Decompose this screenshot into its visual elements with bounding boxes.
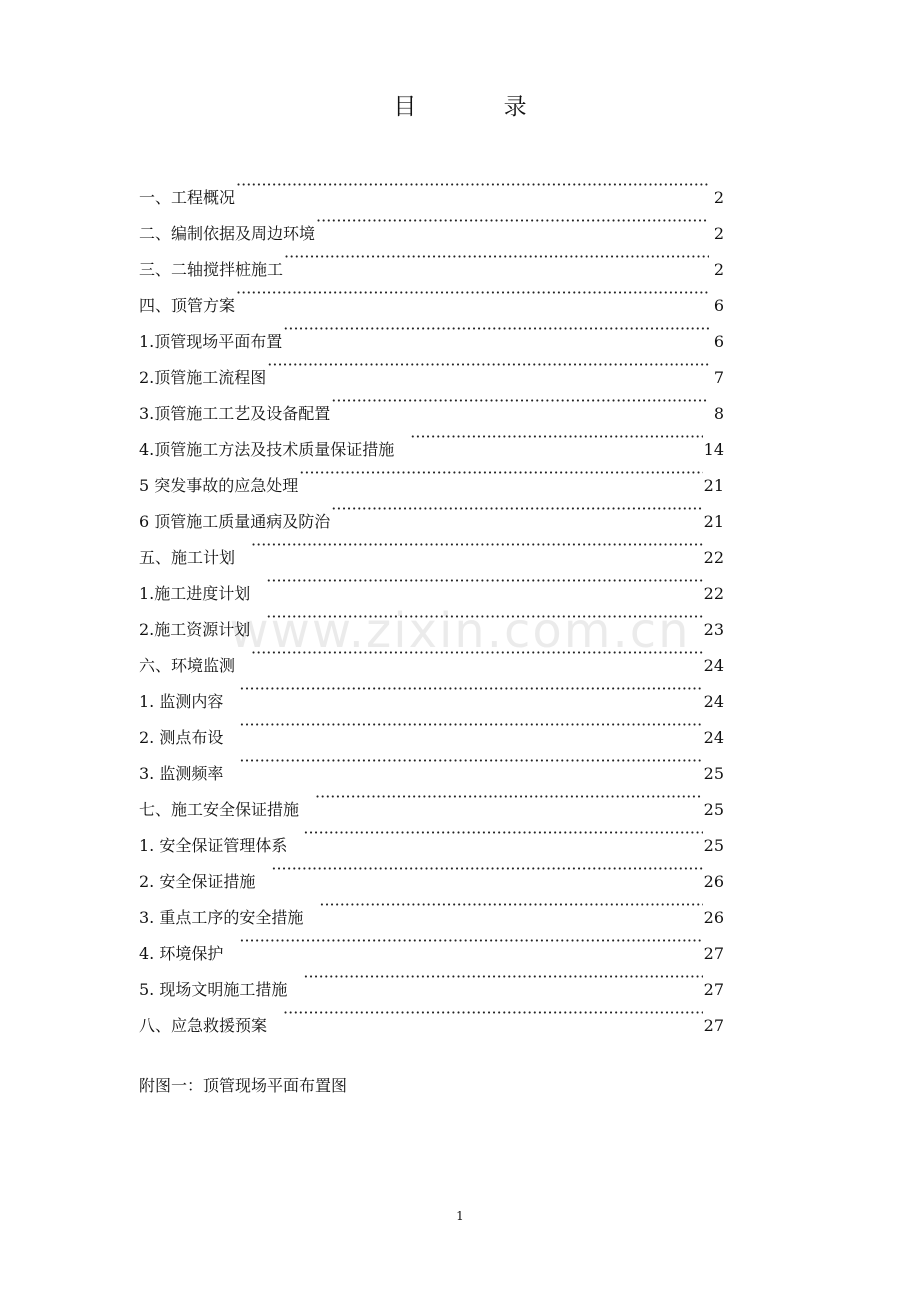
toc-entry-page: 26 [703,872,724,891]
toc-entry[interactable] [139,779,724,819]
toc-entry-page: 2 [713,224,724,243]
toc-entry-page: 7 [713,368,724,387]
toc-dot-leader [236,275,709,311]
toc-entry[interactable] [139,959,724,999]
toc-entry-label: 3. 重点工序的安全措施 [139,908,304,927]
page-title: 目 录 [393,94,567,120]
toc-dot-leader [251,527,703,563]
toc-dot-leader [303,815,702,851]
toc-entry-label: 三、二轴搅拌桩施工 [139,260,284,279]
toc-dot-leader [236,167,709,203]
toc-entry-label: 四、顶管方案 [139,296,236,315]
toc-entry-page: 2 [713,188,724,207]
toc-dot-leader [239,923,702,959]
toc-entry-label: 6 顶管施工质量通病及防治 [139,512,331,531]
toc-dot-leader [303,959,702,995]
toc-entry-label: 5. 现场文明施工措施 [139,980,288,999]
toc-dot-leader [239,707,702,743]
toc-dot-leader [316,203,709,239]
toc-dot-leader [283,311,709,347]
toc-dot-leader [410,419,702,455]
toc-entry-page: 26 [703,908,724,927]
toc-entry-label: 1.顶管现场平面布置 [139,332,283,351]
toc-entry-page: 25 [703,800,724,819]
toc-entry-page: 22 [703,548,724,567]
toc-entry-page: 23 [703,620,724,639]
toc-entry-label: 六、环境监测 [139,656,236,675]
toc-entry-label: 2. 安全保证措施 [139,872,256,891]
appendix-entry: 附图一：顶管现场平面布置图 [139,1076,348,1095]
toc-entry[interactable] [139,743,724,783]
toc-dot-leader [251,635,703,671]
toc-entry-label: 五、施工计划 [139,548,236,567]
toc-entry-page: 27 [703,980,724,999]
toc-entry-page: 8 [713,404,724,423]
toc-entry-page: 24 [703,728,724,747]
page-number: 1 [456,1209,464,1223]
toc-entry-page: 6 [713,332,724,351]
toc-entry-page: 24 [703,656,724,675]
toc-entry-label: 二、编制依据及周边环境 [139,224,316,243]
toc-dot-leader [299,455,702,491]
toc-entry-page: 14 [703,440,724,459]
toc-dot-leader [267,347,709,383]
toc-entry-label: 八、应急救援预案 [139,1016,268,1035]
toc-dot-leader [271,851,702,887]
toc-entry-page: 25 [703,764,724,783]
toc-entry-page: 6 [713,296,724,315]
toc-dot-leader [331,383,709,419]
toc-dot-leader [239,743,702,779]
table-of-contents [139,167,724,1035]
toc-entry-page: 25 [703,836,724,855]
toc-entry-page: 22 [703,584,724,603]
toc-entry-label: 5 突发事故的应急处理 [139,476,299,495]
toc-dot-leader [315,779,703,815]
toc-entry-label: 4. 环境保护 [139,944,224,963]
toc-entry-label: 1. 监测内容 [139,692,224,711]
toc-entry-label: 4.顶管施工方法及技术质量保证措施 [139,440,395,459]
toc-entry[interactable] [139,167,724,207]
toc-entry-label: 1.施工进度计划 [139,584,251,603]
toc-entry-page: 21 [703,512,724,531]
toc-dot-leader [319,887,702,923]
toc-dot-leader [239,671,702,707]
toc-entry-label: 一、工程概况 [139,188,236,207]
toc-entry-label: 2.施工资源计划 [139,620,251,639]
toc-entry-page: 27 [703,1016,724,1035]
toc-entry-page: 27 [703,944,724,963]
toc-entry-label: 2. 测点布设 [139,728,224,747]
watermark: www.zixin.com.cn [229,603,691,659]
toc-entry-page: 2 [713,260,724,279]
toc-entry-page: 21 [703,476,724,495]
toc-dot-leader [284,239,709,275]
toc-entry[interactable] [139,707,724,747]
toc-entry-label: 3. 监测频率 [139,764,224,783]
toc-dot-leader [266,599,702,635]
toc-dot-leader [266,563,702,599]
toc-entry-label: 2.顶管施工流程图 [139,368,267,387]
toc-dot-leader [331,491,702,527]
toc-dot-leader [283,995,703,1031]
toc-entry-label: 3.顶管施工工艺及设备配置 [139,404,331,423]
toc-entry-label: 七、施工安全保证措施 [139,800,300,819]
toc-entry-label: 1. 安全保证管理体系 [139,836,288,855]
toc-entry-page: 24 [703,692,724,711]
